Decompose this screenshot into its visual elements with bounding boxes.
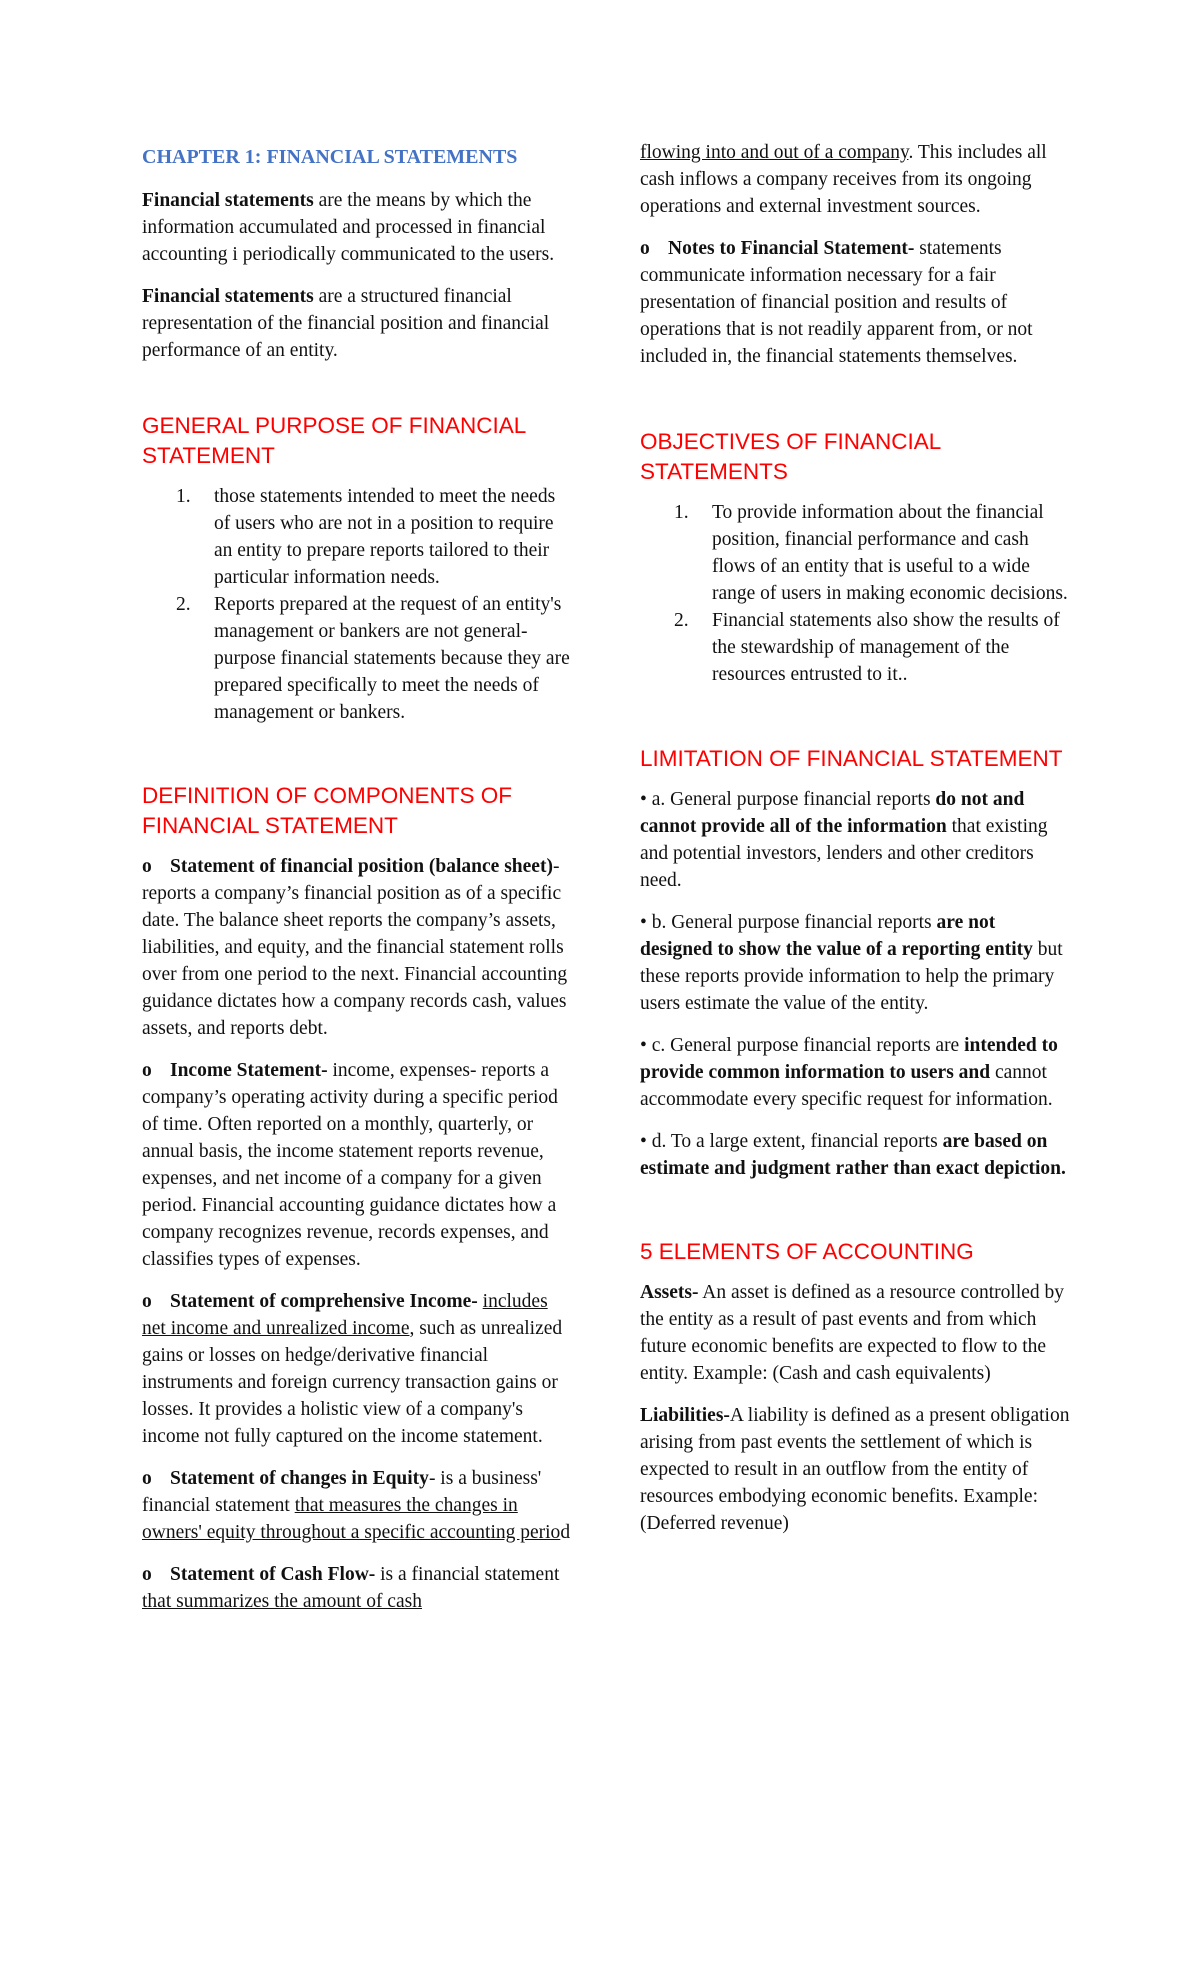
component-term: Statement of changes in Equity [170,1468,429,1489]
component-cash-flow [142,1561,572,1615]
component-text: statements communicate information necessary for a fair presentation of financial position and results of operations that is not readily apparent from, or not included in, the financial statements themselves. [640,238,1033,367]
limitation-bold: are not designed to show the value of a reporting entity [640,912,1033,960]
component-underlined-text: includes net income and unrealized income [142,1291,548,1339]
component-text: , such as unrealized gains or losses on hedge/derivative financial instruments and foreign currency transaction gains or losses. It provides a holistic view of a company's income not fully captured on the income statement. [142,1318,563,1447]
component-term: Statement of Cash Flow- [170,1564,376,1585]
intro-text-2: are a structured financial representation of the financial position and financial performance of an entity. [142,286,550,361]
component-term: Statement of comprehensive Income- [170,1291,478,1312]
general-purpose-heading: GENERAL PURPOSE OF FINANCIAL STATEMENT [142,413,526,468]
limitation-prefix: • b. General purpose financial reports [640,912,937,933]
limitation-bold: do not and cannot provide all of the information [640,789,1025,837]
component-text: is a financial statement [375,1564,560,1585]
intro-paragraph-1 [142,187,572,268]
list-item-text: Financial statements also show the results of the stewardship of management of the resources entrusted to it.. [712,610,1060,685]
objectives-heading: OBJECTIVES OF FINANCIAL STATEMENTS [640,429,941,484]
limitation-item-a [640,786,1070,894]
list-item-text: Reports prepared at the request of an entity's management or bankers are not general-purpose financial statements because they are prepared specifically to meet the needs of management or bankers. [214,594,570,723]
bullet-marker: o [142,1060,152,1081]
component-underlined-text: that summarizes the amount of cash [142,1591,422,1612]
component-text: - reports a company’s financial position as of a specific date. The balance sheet reports the company’s assets, liabilities, and equity, and the financial statement rolls over from one period to the next. Financial accounting guidance dictates how a company records cash, values assets, and reports debt. [142,856,568,1039]
component-term: Income Statement- [170,1060,328,1081]
list-item-number: 1. [674,502,689,523]
bullet-marker: o [142,1468,152,1489]
element-assets [640,1279,1070,1387]
element-term: Assets- [640,1282,699,1303]
limitation-prefix: • a. General purpose financial reports [640,789,936,810]
right-column [640,139,1070,1552]
list-item [640,607,1070,688]
list-item [640,499,1070,607]
limitation-suffix: but these reports provide information to help the primary users estimate the value of the entity. [640,939,1063,1014]
limitation-item-b [640,909,1070,1017]
bullet-marker: o [142,1291,152,1312]
limitation-suffix: cannot accommodate every specific request for information. [640,1062,1053,1110]
element-term: Liabilities- [640,1405,730,1426]
list-item [142,591,572,726]
cash-flow-text: . This includes all cash inflows a company receives from its ongoing operations and external investment sources. [640,142,1047,217]
cash-flow-continued [640,139,1070,220]
limitation-bold: intended to provide common information to users and [640,1035,1058,1083]
list-item [142,483,572,591]
component-income-statement [142,1057,572,1273]
element-text: A liability is defined as a present obligation arising from past events the settlement of which is expected to result in an outflow from the entity of resources embodying economic benefits. Example: (Deferred revenue) [640,1405,1070,1534]
objectives-list [640,499,1070,688]
cash-flow-underlined-text: flowing into and out of a company [640,142,909,163]
limitation-prefix: • d. To a large extent, financial reports [640,1131,943,1152]
element-liabilities [640,1402,1070,1537]
component-notes [640,235,1070,370]
component-changes-in-equity [142,1465,572,1546]
general-purpose-list [142,483,572,726]
limitation-item-c [640,1032,1070,1113]
list-item-number: 2. [674,610,689,631]
component-underlined-text: that measures the changes in owners' equity throughout a specific accounting perio [142,1495,561,1543]
components-heading: DEFINITION OF COMPONENTS OF FINANCIAL STATEMENT [142,783,512,838]
limitation-bold: are based on estimate and judgment rather than exact depiction. [640,1131,1066,1179]
limitation-prefix: • c. General purpose financial reports are [640,1035,965,1056]
component-text-tail: d [560,1522,571,1543]
bullet-marker: o [142,1564,152,1585]
limitation-suffix: that existing and potential investors, lenders and other creditors need. [640,816,1048,891]
component-term: Statement of financial position (balance sheet) [170,856,553,877]
intro-text-1: are the means by which the information accumulated and processed in financial accounting i periodically communicated to the users. [142,190,555,265]
component-financial-position [142,853,572,1042]
limitation-item-d [640,1128,1070,1182]
component-comprehensive-income [142,1288,572,1450]
limitations-heading: LIMITATION OF FINANCIAL STATEMENT [640,746,1063,771]
bullet-marker: o [640,238,650,259]
list-item-number: 1. [176,486,191,507]
list-item-text: To provide information about the financial position, financial performance and cash flows of an entity that is useful to a wide range of users in making economic decisions. [712,502,1068,604]
component-term: Notes to Financial Statement- [668,238,915,259]
elements-heading: 5 ELEMENTS OF ACCOUNTING [640,1239,974,1264]
intro-term-2: Financial statements [142,286,314,307]
component-text: income, expenses- reports a company’s operating activity during a specific period of time. Often reported on a monthly, quarterly, or annual basis, the income statement reports revenue, expenses, and net income of a company for a given period. Financial accounting guidance dictates how a company recognizes revenue, records expenses, and classifies types of expenses. [142,1060,558,1270]
intro-paragraph-2 [142,283,572,364]
list-item-number: 2. [176,594,191,615]
element-text: An asset is defined as a resource controlled by the entity as a result of past events and from which future economic benefits are expected to flow to the entity. Example: (Cash and cash equivalents) [640,1282,1065,1384]
component-text: - is a business' financial statement [142,1468,542,1516]
bullet-marker: o [142,856,152,877]
left-column [142,139,572,1630]
list-item-text: those statements intended to meet the needs of users who are not in a position to require an entity to prepare reports tailored to their particular information needs. [214,486,556,588]
intro-term-1: Financial statements [142,190,314,211]
chapter-title: CHAPTER 1: FINANCIAL STATEMENTS [142,146,518,168]
